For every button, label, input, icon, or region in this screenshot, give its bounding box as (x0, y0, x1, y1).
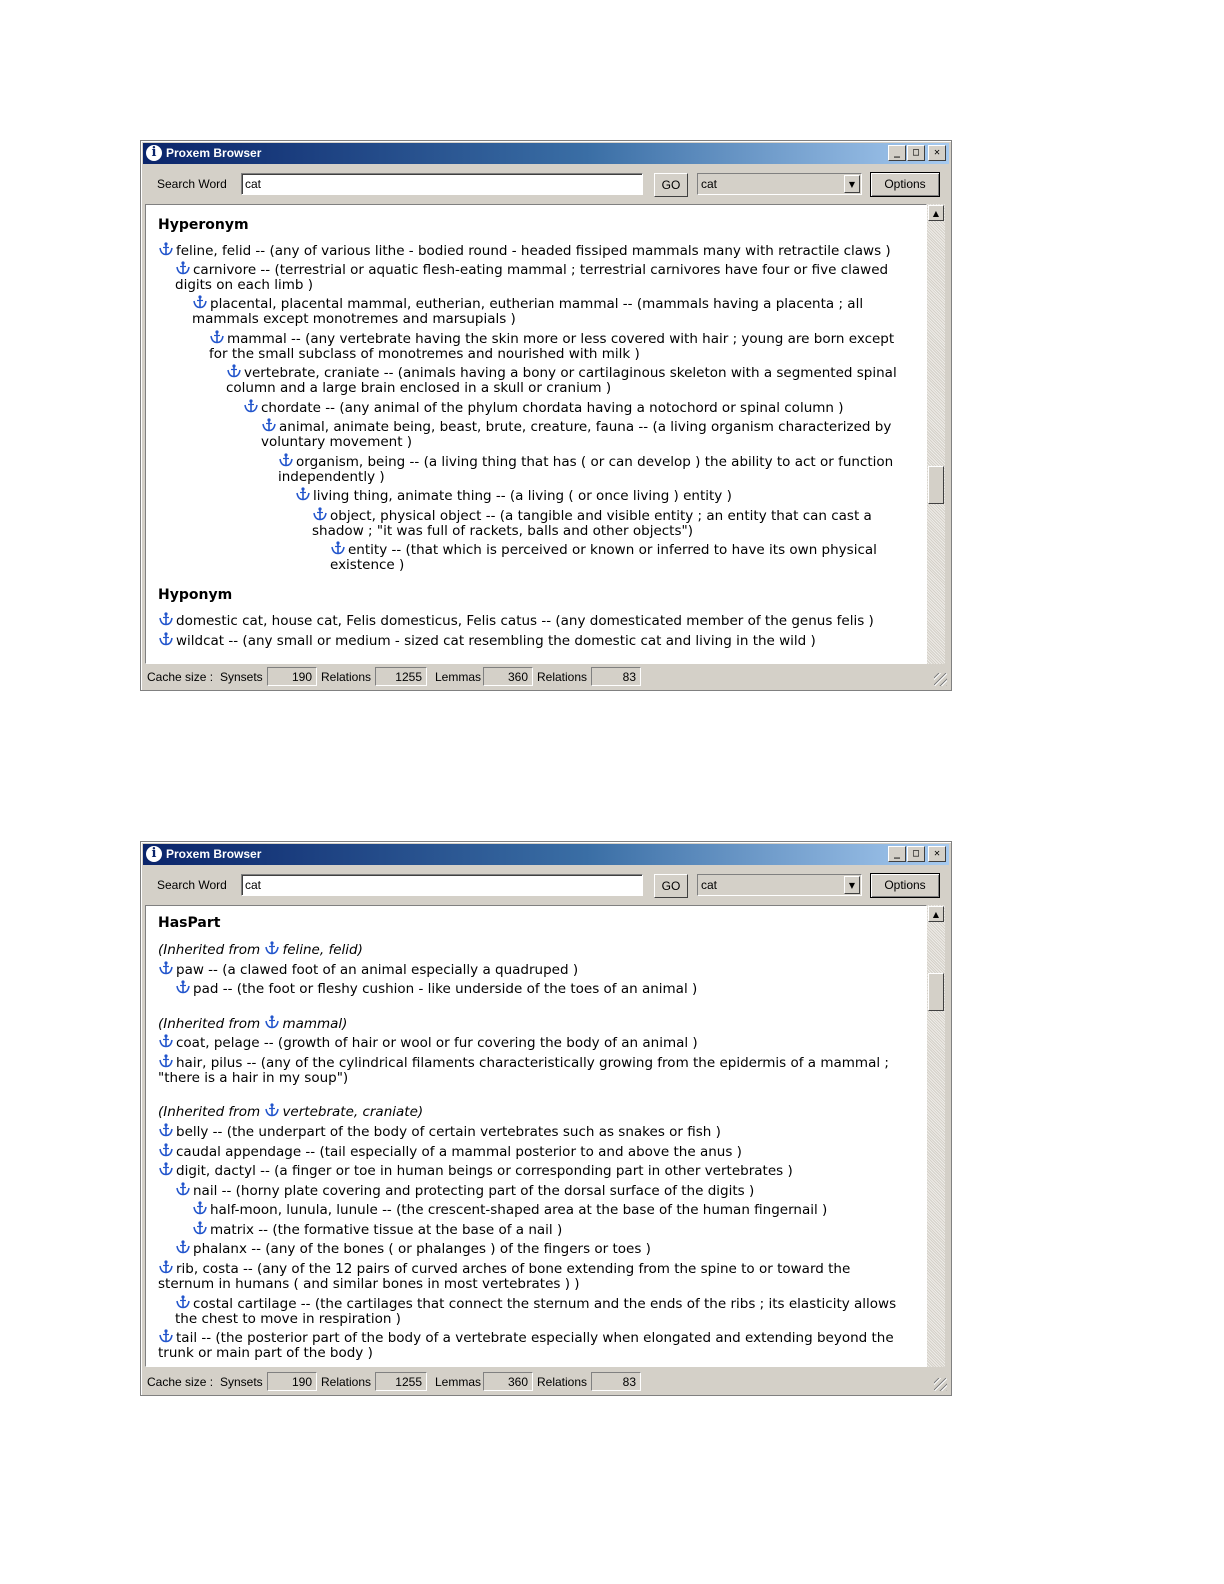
status-bar (143, 1371, 949, 1393)
scroll-thumb[interactable] (928, 973, 944, 1011)
window-title: Proxem Browser (166, 146, 262, 160)
go-button[interactable]: GO (654, 173, 688, 197)
section-title-haspart: HasPart (158, 915, 221, 931)
anchor-icon[interactable] (243, 399, 260, 413)
word-select-value: cat (701, 878, 718, 892)
list-item[interactable]: mammal -- (any vertebrate having the skin more or less covered with hair ; young are born except for the small subclass of monotremes and nourished with milk ) (209, 331, 895, 362)
section-title-hyperonym: Hyperonym (158, 217, 249, 233)
search-input[interactable]: cat (241, 173, 643, 195)
list-item[interactable]: living thing, animate thing -- (a living ( or once living ) entity ) (295, 487, 916, 504)
list-item[interactable]: tail -- (the posterior part of the body of a vertebrate especially when elongated and extending beyond the trunk or main part of the body ) (158, 1330, 894, 1361)
close-button[interactable]: ✕ (928, 145, 946, 161)
inherited-from-label: (Inherited from vertebrate, craniate) (158, 1104, 424, 1120)
info-icon: i (146, 145, 162, 161)
anchor-icon[interactable] (192, 1221, 209, 1235)
status-bar (143, 666, 949, 688)
relations-count: 1255 (375, 1372, 427, 1391)
word-select[interactable] (697, 173, 862, 195)
anchor-icon[interactable] (192, 1201, 209, 1215)
anchor-icon[interactable] (158, 1054, 175, 1068)
list-item[interactable]: vertebrate, craniate -- (animals having a bony or cartilaginous skeleton with a segmented spinal column and a large brain enclosed in a skull or cranium ) (226, 365, 897, 396)
anchor-icon[interactable] (312, 507, 329, 521)
list-item[interactable]: placental, placental mammal, eutherian, eutherian mammal -- (mammals having a placenta ; all mammals except monotremes and marsupials ) (192, 296, 864, 327)
anchor-icon[interactable] (209, 330, 226, 344)
anchor-icon[interactable] (158, 1034, 175, 1048)
list-item[interactable]: rib, costa -- (any of the 12 pairs of curved arches of bone extending from the spine to or toward the sternum in humans ( and similar bones in most vertebrates ) ) (158, 1261, 851, 1292)
anchor-icon[interactable] (158, 1143, 175, 1157)
relations2-label: Relations (537, 1375, 588, 1389)
list-item[interactable]: phalanx -- (any of the bones ( or phalanges ) of the fingers or toes ) (175, 1240, 916, 1257)
minimize-button[interactable]: _ (888, 846, 906, 862)
cache-size-label: Cache size : (147, 670, 214, 684)
browser-window-hyperonym (140, 140, 952, 691)
results-pane[interactable] (145, 905, 927, 1367)
lemmas-count: 360 (483, 667, 533, 686)
resize-grip-icon[interactable] (934, 1378, 947, 1391)
anchor-icon[interactable] (158, 242, 175, 256)
relations2-count: 83 (591, 667, 641, 686)
anchor-icon[interactable] (295, 487, 312, 501)
list-item[interactable]: hair, pilus -- (any of the cylindrical filaments characteristically growing from the epidermis of a mammal ; "there is a hair in my soup") (158, 1055, 889, 1086)
list-item[interactable]: paw -- (a clawed foot of an animal especially a quadruped ) (158, 961, 916, 978)
list-item[interactable]: coat, pelage -- (growth of hair or wool or fur covering the body of an animal ) (158, 1034, 916, 1051)
relations-label: Relations (321, 670, 372, 684)
anchor-icon[interactable] (158, 961, 175, 975)
anchor-icon[interactable] (192, 295, 209, 309)
title-bar[interactable] (143, 143, 949, 164)
anchor-icon[interactable] (175, 1182, 192, 1196)
relations-count: 1255 (375, 667, 427, 686)
results-pane[interactable] (145, 204, 927, 664)
anchor-icon[interactable] (158, 612, 175, 626)
list-item[interactable]: digit, dactyl -- (a finger or toe in human beings or corresponding part in other vertebrates ) (158, 1162, 916, 1179)
browser-window-haspart (140, 841, 952, 1396)
inherited-from-label: (Inherited from mammal) (158, 1016, 348, 1032)
list-item[interactable]: object, physical object -- (a tangible and visible entity ; an entity that can cast a shadow ; "it was full of rackets, balls and other objects") (312, 508, 872, 539)
list-item[interactable]: domestic cat, house cat, Felis domesticus, Felis catus -- (any domesticated member of the genus felis ) (158, 612, 916, 629)
title-bar[interactable] (143, 844, 949, 865)
anchor-icon[interactable] (330, 541, 347, 555)
word-select-value: cat (701, 177, 718, 191)
list-item[interactable]: belly -- (the underpart of the body of certain vertebrates such as snakes or fish ) (158, 1123, 916, 1140)
cache-size-label: Cache size : (147, 1375, 214, 1389)
relations-label: Relations (321, 1375, 372, 1389)
list-item[interactable]: wildcat -- (any small or medium - sized cat resembling the domestic cat and living in the wild ) (158, 632, 916, 649)
search-word-label: Search Word (157, 177, 227, 191)
list-item[interactable]: costal cartilage -- (the cartilages that connect the sternum and the ends of the ribs ; its elasticity allows the chest to move in respiration ) (175, 1296, 897, 1327)
close-button[interactable]: ✕ (928, 846, 946, 862)
lemmas-count: 360 (483, 1372, 533, 1391)
list-item[interactable]: caudal appendage -- (tail especially of a mammal posterior to and above the anus ) (158, 1143, 916, 1160)
scroll-up-icon[interactable]: ▲ (928, 205, 944, 221)
section-title-hyponym: Hyponym (158, 587, 233, 603)
inherited-from-label: (Inherited from feline, felid) (158, 942, 363, 958)
list-item[interactable]: organism, being -- (a living thing that has ( or can develop ) the ability to act or function independently ) (278, 454, 894, 485)
list-item[interactable]: matrix -- (the formative tissue at the base of a nail ) (192, 1221, 916, 1238)
anchor-icon[interactable] (175, 1295, 192, 1309)
maximize-button[interactable]: □ (907, 846, 925, 862)
scroll-thumb[interactable] (928, 466, 944, 504)
list-item[interactable]: feline, felid -- (any of various lithe - bodied round - headed fissiped mammals many with retractile claws ) (158, 242, 916, 259)
anchor-icon[interactable] (158, 1123, 175, 1137)
list-item[interactable]: carnivore -- (terrestrial or aquatic flesh-eating mammal ; terrestrial carnivores have four or five clawed digits on each limb ) (175, 262, 889, 293)
lemmas-label: Lemmas (435, 670, 482, 684)
list-item[interactable]: pad -- (the foot or fleshy cushion - like underside of the toes of an animal ) (175, 980, 916, 997)
synsets-label: Synsets (220, 1375, 263, 1389)
anchor-icon[interactable] (158, 1260, 175, 1274)
synsets-label: Synsets (220, 670, 263, 684)
anchor-icon[interactable] (158, 1162, 175, 1176)
synsets-count: 190 (267, 667, 317, 686)
synsets-count: 190 (267, 1372, 317, 1391)
anchor-icon[interactable] (261, 418, 278, 432)
anchor-icon[interactable] (175, 1240, 192, 1254)
anchor-icon[interactable] (175, 261, 192, 275)
vertical-scrollbar[interactable] (927, 204, 945, 664)
anchor-icon[interactable] (264, 1103, 281, 1117)
lemmas-label: Lemmas (435, 1375, 482, 1389)
anchor-icon[interactable] (264, 1015, 281, 1029)
anchor-icon[interactable] (226, 364, 243, 378)
anchor-icon[interactable] (158, 1329, 175, 1343)
vertical-scrollbar[interactable] (927, 905, 945, 1367)
anchor-icon[interactable] (175, 980, 192, 994)
scroll-up-icon[interactable]: ▲ (928, 906, 944, 922)
anchor-icon[interactable] (264, 941, 281, 955)
chevron-down-icon[interactable]: ▼ (844, 876, 860, 894)
info-icon: i (146, 846, 162, 862)
chevron-down-icon[interactable]: ▼ (844, 175, 860, 193)
word-select[interactable] (697, 874, 862, 896)
list-item[interactable]: half-moon, lunula, lunule -- (the crescent-shaped area at the base of the human fingernail ) (192, 1201, 916, 1218)
list-item[interactable]: animal, animate being, beast, brute, creature, fauna -- (a living organism characterized by voluntary movement ) (261, 419, 892, 450)
list-item[interactable]: chordate -- (any animal of the phylum chordata having a notochord or spinal column ) (243, 399, 916, 416)
window-title: Proxem Browser (166, 847, 262, 861)
resize-grip-icon[interactable] (934, 673, 947, 686)
search-word-label: Search Word (157, 878, 227, 892)
search-input[interactable]: cat (241, 874, 643, 896)
anchor-icon[interactable] (278, 453, 295, 467)
list-item[interactable]: nail -- (horny plate covering and protecting part of the dorsal surface of the digits ) (175, 1182, 916, 1199)
relations2-count: 83 (591, 1372, 641, 1391)
maximize-button[interactable]: □ (907, 145, 925, 161)
list-item[interactable]: entity -- (that which is perceived or known or inferred to have its own physical existence ) (330, 542, 877, 573)
relations2-label: Relations (537, 670, 588, 684)
options-button[interactable]: Options (870, 172, 940, 197)
minimize-button[interactable]: _ (888, 145, 906, 161)
go-button[interactable]: GO (654, 874, 688, 898)
options-button[interactable]: Options (870, 873, 940, 898)
anchor-icon[interactable] (158, 632, 175, 646)
